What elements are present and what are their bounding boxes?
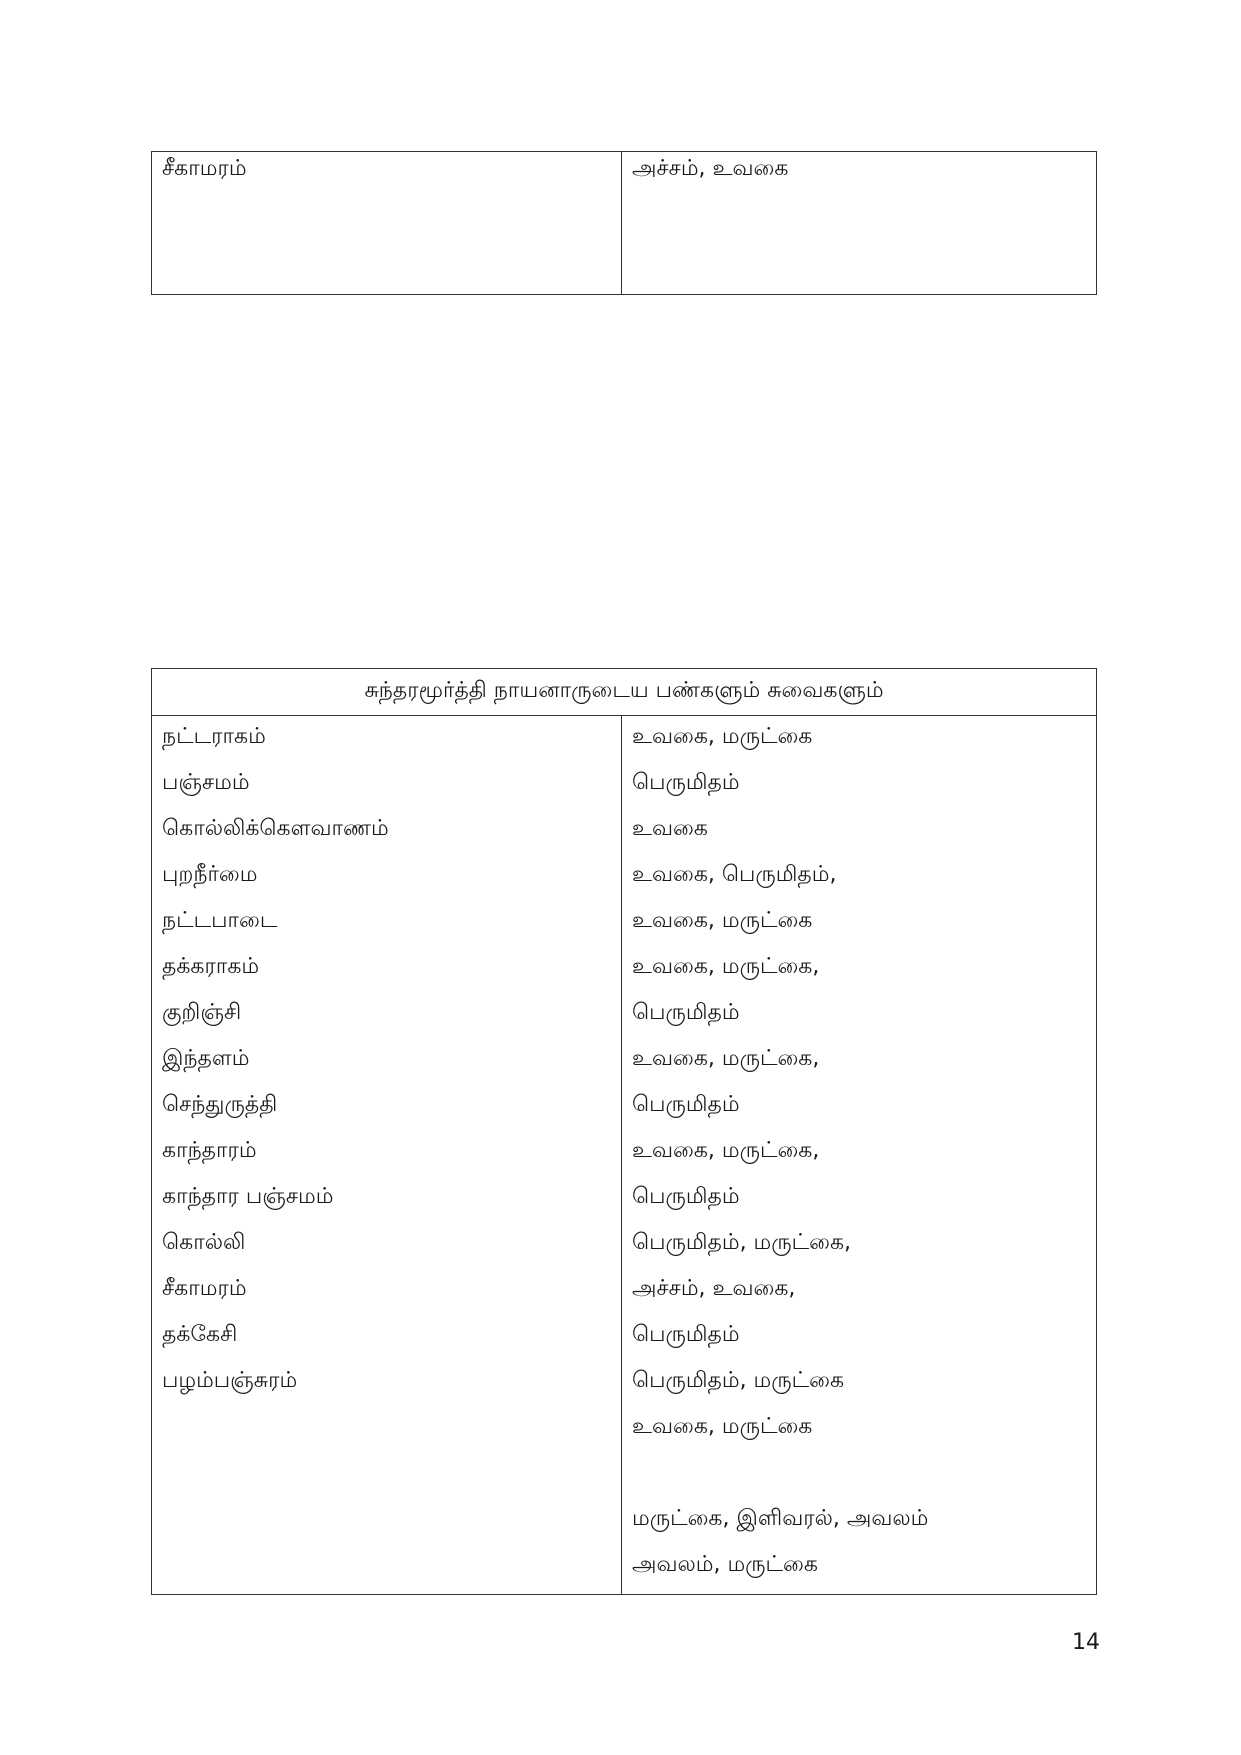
rasa-cell: அச்சம், உவகை: [622, 152, 1097, 295]
rasa-entry: உவகை, மருட்கை,: [632, 1138, 820, 1163]
rasa-entry: பெருமிதம்: [632, 770, 740, 795]
rasa-entry: பெருமிதம்: [632, 1092, 740, 1117]
rasa-entry: அச்சம், உவகை,: [632, 1276, 796, 1301]
raga-table-continued: [151, 151, 1097, 295]
raga-name: இந்தளம்: [162, 1046, 250, 1071]
raga-name: கொல்லி: [162, 1230, 246, 1255]
raga-name: பஞ்சமம்: [162, 770, 250, 795]
rasa-entry: பெருமிதம், மருட்கை,: [632, 1230, 852, 1255]
raga-name: பழம்பஞ்சுரம்: [162, 1368, 298, 1393]
raga-list-cell: [152, 716, 622, 1595]
rasa-list-cell: [622, 716, 1097, 1595]
raga-name: நட்டபாடை: [162, 908, 278, 933]
raga-name: சீகாமரம்: [162, 1276, 247, 1301]
table-heading: சுந்தரமூர்த்தி நாயனாருடைய பண்களும் சுவைகளும்: [152, 669, 1097, 716]
raga-name: தக்கேசி: [162, 1322, 238, 1347]
rasa-entry: உவகை, மருட்கை: [632, 724, 813, 749]
raga-cell: சீகாமரம்: [152, 152, 622, 295]
rasa-entry: உவகை: [632, 816, 708, 841]
raga-name: தக்கராகம்: [162, 954, 260, 979]
rasa-entry: பெருமிதம், மருட்கை: [632, 1368, 845, 1393]
raga-name: காந்தார பஞ்சமம்: [162, 1184, 334, 1209]
rasa-entry: பெருமிதம்: [632, 1184, 740, 1209]
rasa-entry: உவகை, மருட்கை,: [632, 954, 820, 979]
raga-name: நட்டராகம்: [162, 724, 266, 749]
rasa-entry: அவலம், மருட்கை: [632, 1552, 818, 1577]
rasa-entry: [632, 1456, 1086, 1502]
raga-name: செந்துருத்தி: [162, 1092, 278, 1117]
rasa-entry: உவகை, பெருமிதம்,: [632, 862, 837, 887]
rasa-entry: உவகை, மருட்கை: [632, 1414, 813, 1439]
raga-name: காந்தாரம்: [162, 1138, 257, 1163]
rasa-entry: மருட்கை, இளிவரல், அவலம்: [632, 1506, 929, 1531]
table-row: [152, 152, 1097, 295]
raga-name: கொல்லிக்கௌவாணம்: [162, 816, 389, 841]
rasa-entry: உவகை, மருட்கை: [632, 908, 813, 933]
page-number: 14: [1072, 1630, 1100, 1655]
sundarar-raga-table: [151, 668, 1097, 1595]
rasa-entry: உவகை, மருட்கை,: [632, 1046, 820, 1071]
rasa-entry: பெருமிதம்: [632, 1000, 740, 1025]
raga-name: குறிஞ்சி: [162, 1000, 242, 1025]
rasa-entry: பெருமிதம்: [632, 1322, 740, 1347]
raga-name: புறநீர்மை: [162, 862, 258, 887]
